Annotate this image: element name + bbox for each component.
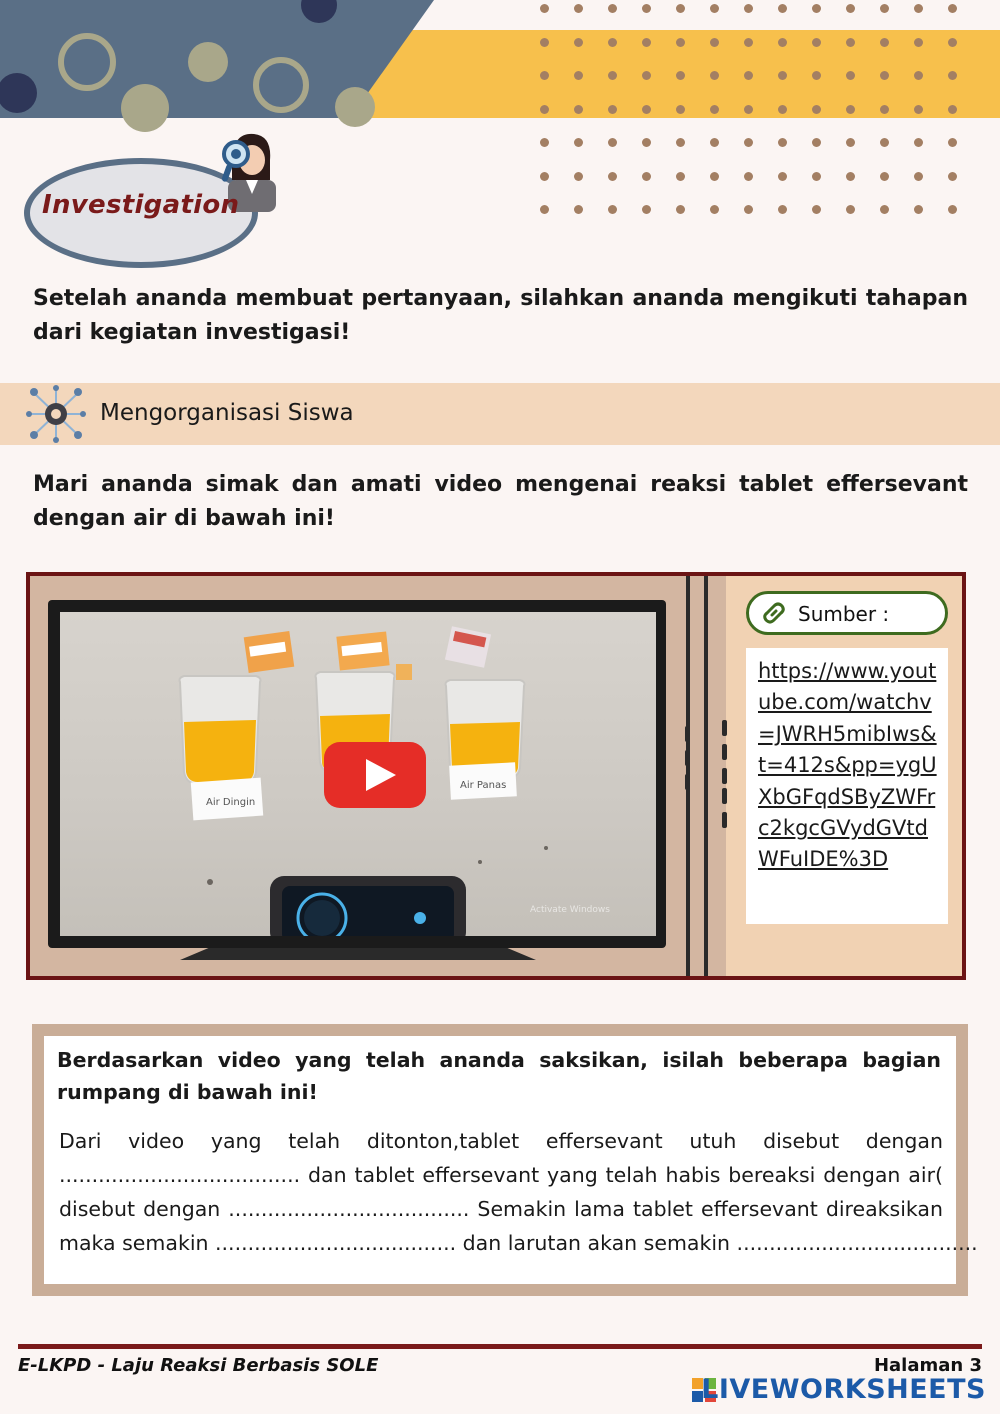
decor-dot bbox=[744, 172, 753, 181]
decor-dot bbox=[676, 105, 685, 114]
decor-dot bbox=[710, 38, 719, 47]
dot-grid-decoration bbox=[540, 4, 1000, 224]
decor-dot bbox=[540, 71, 549, 80]
decor-dot bbox=[846, 138, 855, 147]
decor-dot bbox=[948, 71, 957, 80]
decor-dot bbox=[608, 138, 617, 147]
decor-dot bbox=[540, 205, 549, 214]
decor-dot bbox=[676, 172, 685, 181]
decor-dot bbox=[540, 138, 549, 147]
decor-dot bbox=[948, 138, 957, 147]
decor-dot bbox=[948, 105, 957, 114]
decor-dot bbox=[642, 4, 651, 13]
decor-dot bbox=[812, 105, 821, 114]
decor-dot bbox=[846, 105, 855, 114]
divider bbox=[704, 576, 708, 976]
instruction-paragraph bbox=[33, 468, 968, 536]
decor-dot bbox=[710, 205, 719, 214]
heading-line: Berdasarkan video yang telah ananda saksikan, isilah beberapa bagian bbox=[57, 1048, 941, 1072]
label-air-dingin: Air Dingin bbox=[206, 797, 256, 808]
decor-dot bbox=[608, 4, 617, 13]
decor-dot bbox=[574, 4, 583, 13]
decor-dot bbox=[948, 172, 957, 181]
decor-dot bbox=[540, 105, 549, 114]
decor-dot bbox=[948, 205, 957, 214]
footer-rule bbox=[18, 1344, 982, 1349]
decor-dot bbox=[710, 138, 719, 147]
question-heading bbox=[57, 1044, 941, 1108]
decor-dot bbox=[574, 38, 583, 47]
source-url-link[interactable]: https://www.youtube.com/watchv=JWRH5mibIws&t=412s&pp=ygUXbGFqdSByZWFrc2kgcGVydGVtdWFuIDE%3D bbox=[758, 659, 937, 872]
divider-tick bbox=[722, 720, 727, 736]
organize-people-gear-icon bbox=[24, 383, 88, 445]
decor-dot bbox=[744, 138, 753, 147]
decor-dot bbox=[778, 172, 787, 181]
decor-dot bbox=[574, 205, 583, 214]
decor-dot bbox=[846, 172, 855, 181]
decor-dot bbox=[710, 71, 719, 80]
label-air-panas: Air Panas bbox=[460, 780, 507, 791]
divider-tick bbox=[722, 812, 727, 828]
fill-in-text bbox=[59, 1124, 978, 1260]
decor-dot bbox=[914, 105, 923, 114]
decor-dot bbox=[642, 105, 651, 114]
decor-dot bbox=[710, 105, 719, 114]
decor-dot bbox=[642, 205, 651, 214]
decor-dot bbox=[812, 4, 821, 13]
decor-dot bbox=[914, 71, 923, 80]
decor-dot bbox=[948, 4, 957, 13]
activate-windows-watermark: Activate Windows bbox=[530, 905, 610, 915]
intro-line: dari kegiatan investigasi! bbox=[33, 320, 351, 345]
play-triangle bbox=[366, 759, 396, 791]
instruction-line: Mari ananda simak dan amati video mengenai reaksi tablet effersevant bbox=[33, 472, 968, 497]
decor-dot bbox=[880, 138, 889, 147]
section-title: Mengorganisasi Siswa bbox=[100, 400, 354, 426]
decor-dot bbox=[642, 138, 651, 147]
decor-dot bbox=[812, 172, 821, 181]
decor-dot bbox=[540, 4, 549, 13]
decor-dot bbox=[676, 71, 685, 80]
decor-dot bbox=[880, 4, 889, 13]
decor-dot bbox=[812, 138, 821, 147]
decor-dot bbox=[812, 38, 821, 47]
fill-in-line[interactable]: ..................................... dan tablet effersevant yang telah habis bereaksi dengan air( bbox=[59, 1163, 943, 1187]
decor-dot bbox=[710, 4, 719, 13]
decor-dot bbox=[642, 172, 651, 181]
decor-dot bbox=[914, 4, 923, 13]
divider-tick bbox=[722, 788, 727, 804]
decor-dot bbox=[880, 38, 889, 47]
decor-dot bbox=[812, 205, 821, 214]
decor-dot bbox=[914, 205, 923, 214]
decor-dot bbox=[608, 172, 617, 181]
decor-dot bbox=[880, 172, 889, 181]
decor-dot bbox=[642, 71, 651, 80]
decor-dot bbox=[676, 205, 685, 214]
decor-dot bbox=[778, 105, 787, 114]
decor-dot bbox=[744, 38, 753, 47]
fill-in-line[interactable]: disebut dengan ..................................... Semakin lama tablet effersevant direaksikan bbox=[59, 1197, 943, 1221]
decor-dot bbox=[778, 138, 787, 147]
decor-dot bbox=[574, 172, 583, 181]
fill-in-line: Dari video yang telah ditonton,tablet effersevant utuh disebut dengan bbox=[59, 1129, 943, 1153]
decor-dot bbox=[540, 172, 549, 181]
decor-dot bbox=[846, 71, 855, 80]
decor-dot bbox=[880, 71, 889, 80]
divider-tick bbox=[722, 744, 727, 760]
decor-dot bbox=[608, 71, 617, 80]
fill-in-line[interactable]: maka semakin ..................................... dan larutan akan semakin ..................................... bbox=[59, 1231, 978, 1255]
decor-dot bbox=[778, 205, 787, 214]
source-label: Sumber : bbox=[798, 602, 890, 626]
decor-dot bbox=[744, 71, 753, 80]
tv-stand bbox=[180, 948, 536, 960]
decor-dot bbox=[914, 172, 923, 181]
decor-dot bbox=[574, 105, 583, 114]
decor-dot bbox=[710, 172, 719, 181]
decor-dot bbox=[608, 205, 617, 214]
liveworksheets-brand[interactable]: LIVEWORKSHEETS bbox=[701, 1374, 986, 1405]
intro-line: Setelah ananda membuat pertanyaan, silahkan ananda mengikuti tahapan bbox=[33, 286, 968, 311]
instruction-line: dengan air di bawah ini! bbox=[33, 506, 335, 531]
decor-dot bbox=[914, 38, 923, 47]
decor-dot bbox=[676, 138, 685, 147]
decor-dot bbox=[744, 105, 753, 114]
decor-dot bbox=[608, 105, 617, 114]
decor-dot bbox=[642, 38, 651, 47]
decor-dot bbox=[676, 4, 685, 13]
footer-title: E-LKPD - Laju Reaksi Berbasis SOLE bbox=[18, 1355, 379, 1376]
decor-dot bbox=[574, 138, 583, 147]
divider-tick bbox=[722, 768, 727, 784]
decor-dot bbox=[778, 38, 787, 47]
decor-dot bbox=[914, 138, 923, 147]
page-number: Halaman 3 bbox=[873, 1355, 982, 1376]
decor-dot bbox=[812, 71, 821, 80]
divider-tick bbox=[685, 774, 690, 790]
decor-dot bbox=[540, 38, 549, 47]
heading-line: rumpang di bawah ini! bbox=[57, 1080, 318, 1104]
link-icon bbox=[760, 599, 788, 627]
decor-dot bbox=[846, 4, 855, 13]
decor-dot bbox=[676, 38, 685, 47]
divider-tick bbox=[685, 750, 690, 766]
intro-paragraph bbox=[33, 282, 968, 350]
decor-dot bbox=[846, 205, 855, 214]
investigation-label: Investigation bbox=[42, 190, 240, 220]
decor-dot bbox=[846, 38, 855, 47]
decor-dot bbox=[948, 38, 957, 47]
decor-dot bbox=[574, 71, 583, 80]
decor-dot bbox=[880, 205, 889, 214]
decor-dot bbox=[744, 4, 753, 13]
divider-tick bbox=[685, 726, 690, 742]
decor-dot bbox=[778, 71, 787, 80]
decor-dot bbox=[778, 4, 787, 13]
decor-dot bbox=[608, 38, 617, 47]
decor-dot bbox=[744, 205, 753, 214]
phone-stopwatch bbox=[270, 876, 466, 936]
decor-dot bbox=[880, 105, 889, 114]
